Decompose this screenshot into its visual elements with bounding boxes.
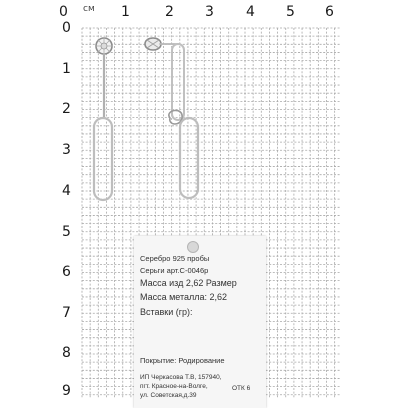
product-tag xyxy=(134,236,266,408)
tag-maker-line-1: ИП Черкасова Т.В, 157940, xyxy=(140,374,222,381)
y-tick-2: 2 xyxy=(62,101,71,117)
y-tick-6: 6 xyxy=(62,264,71,280)
x-tick-5: 5 xyxy=(286,4,295,20)
y-tick-1: 1 xyxy=(62,61,71,77)
y-tick-8: 8 xyxy=(62,345,71,361)
tag-coating: Покрытие: Родирование xyxy=(140,356,225,365)
tag-article: Серьги арт.С-0046р xyxy=(140,266,209,275)
tag-inserts: Вставки (гр): xyxy=(140,307,193,317)
x-tick-2: 2 xyxy=(165,4,174,20)
tag-size-weight: Масса изд 2,62 Размер xyxy=(140,278,237,288)
right-connector-ring xyxy=(169,110,182,124)
y-tick-3: 3 xyxy=(62,142,71,158)
right-stud xyxy=(145,38,161,50)
tag-otk: ОТК 6 xyxy=(232,385,251,392)
x-tick-3: 3 xyxy=(205,4,214,20)
right-upper-link xyxy=(172,44,184,120)
tag-metal: Серебро 925 пробы xyxy=(140,254,210,263)
tag-hole-icon xyxy=(186,240,200,254)
x-tick-4: 4 xyxy=(246,4,255,20)
tag-metal-weight: Масса металла: 2,62 xyxy=(140,292,228,302)
tag-maker-line-3: ул. Советская,д.39 xyxy=(140,392,197,399)
right-lower-link xyxy=(180,118,198,198)
left-long-link xyxy=(94,118,112,200)
x-tick-6: 6 xyxy=(325,4,334,20)
y-tick-5: 5 xyxy=(62,224,71,240)
y-tick-9: 9 xyxy=(62,383,71,399)
y-tick-4: 4 xyxy=(62,183,71,199)
x-tick-0: 0 xyxy=(59,4,68,20)
y-tick-7: 7 xyxy=(62,305,71,321)
y-tick-0: 0 xyxy=(62,20,71,36)
tag-maker-line-2: пгт. Красное-на-Волге, xyxy=(140,383,208,390)
ruler-unit-label: см xyxy=(83,4,95,14)
left-stud xyxy=(96,38,112,54)
x-tick-1: 1 xyxy=(121,4,130,20)
